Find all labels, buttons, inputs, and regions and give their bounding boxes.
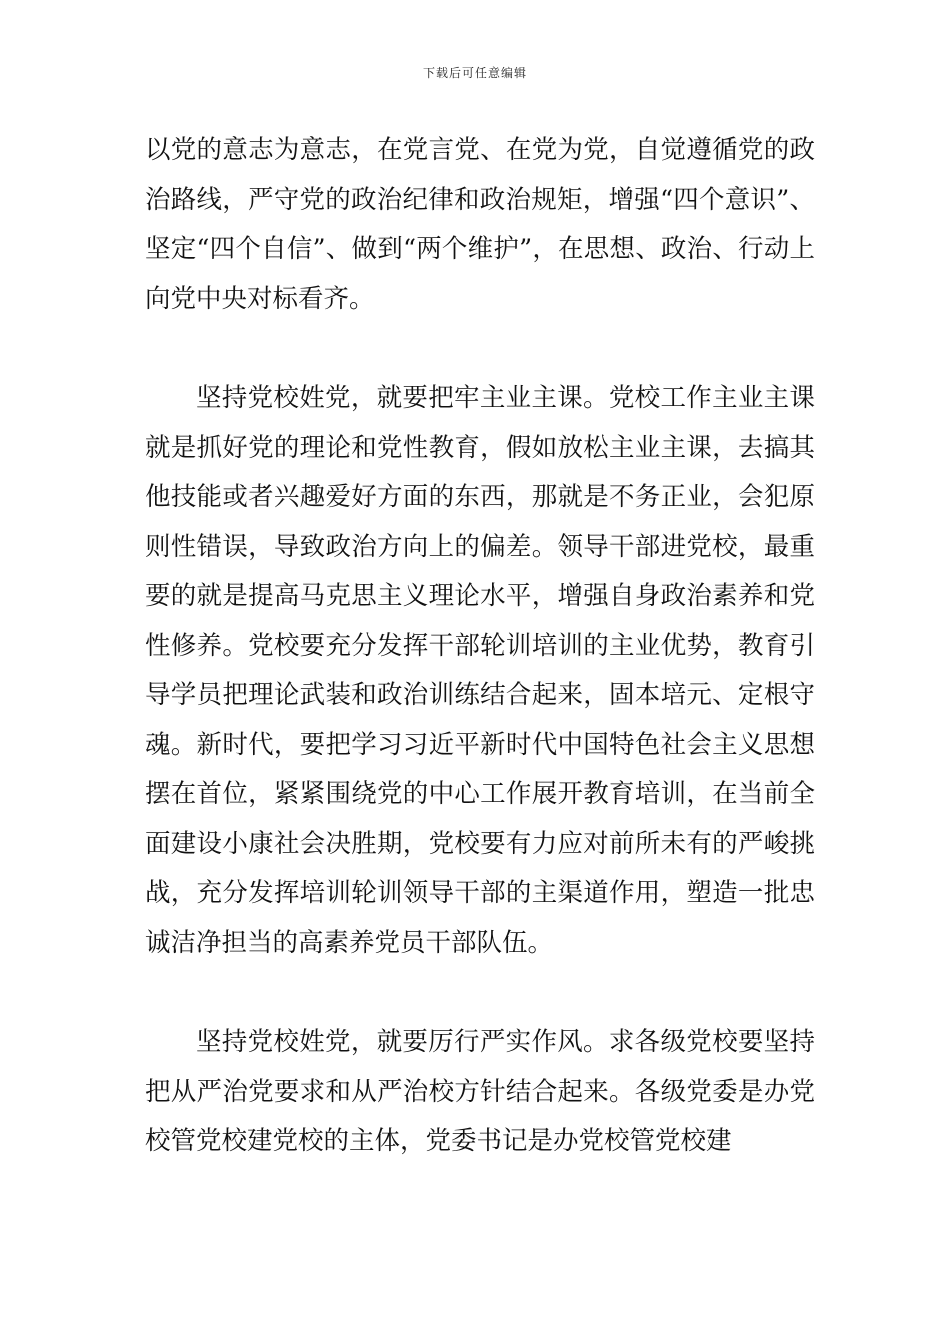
document-body [145, 126, 815, 1167]
paragraph-3: 坚持党校姓党，就要厉行严实作风。求各级党校要坚持把从严治党要求和从严治校方针结合起来。各级党委是办党校管党校建党校的主体，党委书记是办党校管党校建 [145, 1027, 815, 1156]
page-header: 下载后可任意编辑 [422, 66, 527, 80]
paragraph-spacer [145, 968, 815, 1018]
paragraph-1: 以党的意志为意志，在党言党、在党为党，自觉遵循党的政治路线，严守党的政治纪律和政治规矩，增强“四个意识”、坚定“四个自信”、做到“两个维护”，在思想、政治、行动上向党中央对标看齐。 [145, 135, 815, 314]
paragraph-2: 坚持党校姓党，就要把牢主业主课。党校工作主业主课就是抓好党的理论和党性教育，假如放松主业主课，去搞其他技能或者兴趣爱好方面的东西，那就是不务正业，会犯原则性错误，导致政治方向上的偏差。领导干部进党校，最重要的就是提高马克思主义理论水平，增强自身政治素养和党性修养。党校要充分发挥干部轮训培训的主业优势，教育引导学员把理论武装和政治训练结合起来，固本培元、定根守魂。新时代，要把学习习近平新时代中国特色社会主义思想摆在首位，紧紧围绕党的中心工作展开教育培训，在当前全面建设小康社会决胜期，党校要有力应对前所未有的严峻挑战，充分发挥培训轮训领导干部的主渠道作用，塑造一批忠诚洁净担当的高素养党员干部队伍。 [145, 383, 815, 958]
paragraph-spacer [145, 324, 815, 374]
